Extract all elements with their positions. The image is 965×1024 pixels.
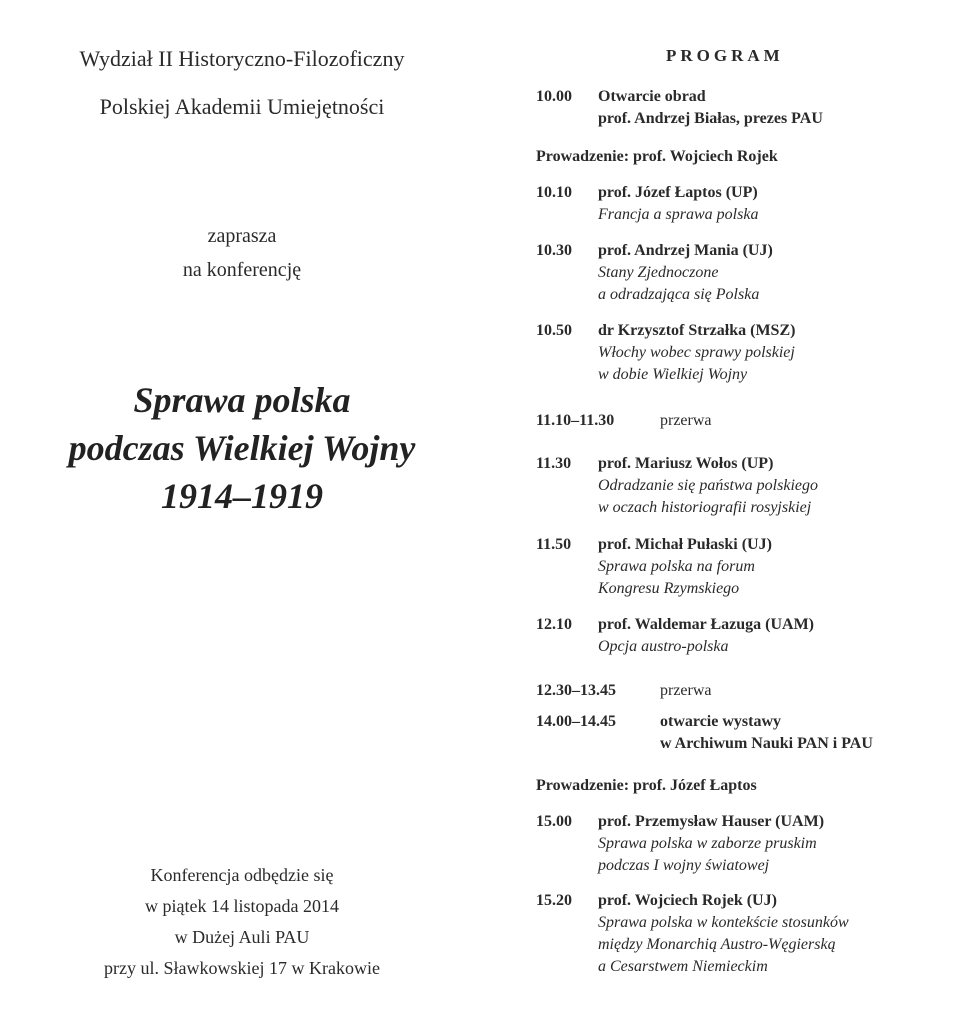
program-topic: podczas I wojny światowej — [598, 857, 770, 874]
institution-line-2: Polskiej Akademii Umiejętności — [99, 94, 385, 119]
invite-line-2: na konferencję — [182, 259, 302, 281]
program-topic: Odradzanie się państwa polskiego — [598, 477, 818, 494]
program-topic: w oczach historiografii rosyjskiej — [598, 499, 812, 516]
conference-title-line-1: Sprawa polska — [133, 380, 351, 420]
program-time: 11.30 — [536, 455, 572, 472]
program-time: 10.00 — [536, 88, 572, 105]
venue-line-4: przy ul. Sławkowskiej 17 w Krakowie — [104, 958, 380, 978]
program-label: w Archiwum Nauki PAN i PAU — [660, 735, 873, 752]
program-topic: Opcja austro-polska — [598, 638, 729, 655]
program-heading: PROGRAM — [666, 46, 784, 65]
program-speaker: prof. Andrzej Mania (UJ) — [598, 242, 773, 259]
program-topic: Francja a sprawa polska — [598, 206, 759, 223]
program-time: 12.10 — [536, 616, 572, 633]
venue-line-3: w Dużej Auli PAU — [174, 927, 310, 947]
program-topic: między Monarchią Austro-Węgierską — [598, 936, 836, 953]
program-time: 12.30–13.45 — [536, 682, 616, 699]
venue-line-2: w piątek 14 listopada 2014 — [145, 896, 339, 916]
program-time: 15.20 — [536, 892, 572, 909]
conference-title-line-2: podczas Wielkiej Wojny — [68, 428, 416, 468]
program-time: 10.30 — [536, 242, 572, 259]
program-time: 10.10 — [536, 184, 572, 201]
program-time: 14.00–14.45 — [536, 713, 616, 730]
institution-line-1: Wydział II Historyczno-Filozoficzny — [79, 46, 405, 71]
program-speaker: prof. Mariusz Wołos (UP) — [598, 455, 774, 472]
program-speaker: prof. Przemysław Hauser (UAM) — [598, 813, 825, 830]
session-chair-2: Prowadzenie: prof. Józef Łaptos — [536, 777, 757, 794]
program-topic: Włochy wobec sprawy polskiej — [598, 344, 795, 361]
program-label: przerwa — [660, 682, 712, 699]
conference-title-line-3: 1914–1919 — [161, 476, 323, 516]
program-speaker: prof. Józef Łaptos (UP) — [598, 184, 758, 201]
program-topic: Sprawa polska w kontekście stosunków — [598, 914, 849, 931]
program-label: otwarcie wystawy — [660, 713, 782, 730]
program-speaker: prof. Wojciech Rojek (UJ) — [598, 892, 777, 909]
program-topic: Kongresu Rzymskiego — [598, 580, 740, 597]
program-topic: a Cesarstwem Niemieckim — [598, 958, 768, 975]
program-time: 15.00 — [536, 813, 572, 830]
program-label: przerwa — [660, 412, 712, 429]
program-label: Otwarcie obrad — [598, 88, 706, 105]
venue-line-1: Konferencja odbędzie się — [150, 865, 334, 885]
program-speaker: prof. Andrzej Białas, prezes PAU — [598, 110, 823, 127]
program-topic: a odradzająca się Polska — [598, 286, 760, 303]
session-chair-1: Prowadzenie: prof. Wojciech Rojek — [536, 148, 778, 165]
program-speaker: dr Krzysztof Strzałka (MSZ) — [598, 322, 796, 339]
program-topic: Stany Zjednoczone — [598, 264, 719, 281]
program-topic: Sprawa polska na forum — [598, 558, 755, 575]
program-time: 11.10–11.30 — [536, 412, 615, 429]
invite-line-1: zaprasza — [207, 225, 277, 247]
program-time: 10.50 — [536, 322, 572, 339]
program-speaker: prof. Waldemar Łazuga (UAM) — [598, 616, 814, 633]
program-topic: w dobie Wielkiej Wojny — [598, 366, 748, 383]
program-time: 11.50 — [536, 536, 572, 553]
program-topic: Sprawa polska w zaborze pruskim — [598, 835, 817, 852]
program-speaker: prof. Michał Pułaski (UJ) — [598, 536, 772, 553]
